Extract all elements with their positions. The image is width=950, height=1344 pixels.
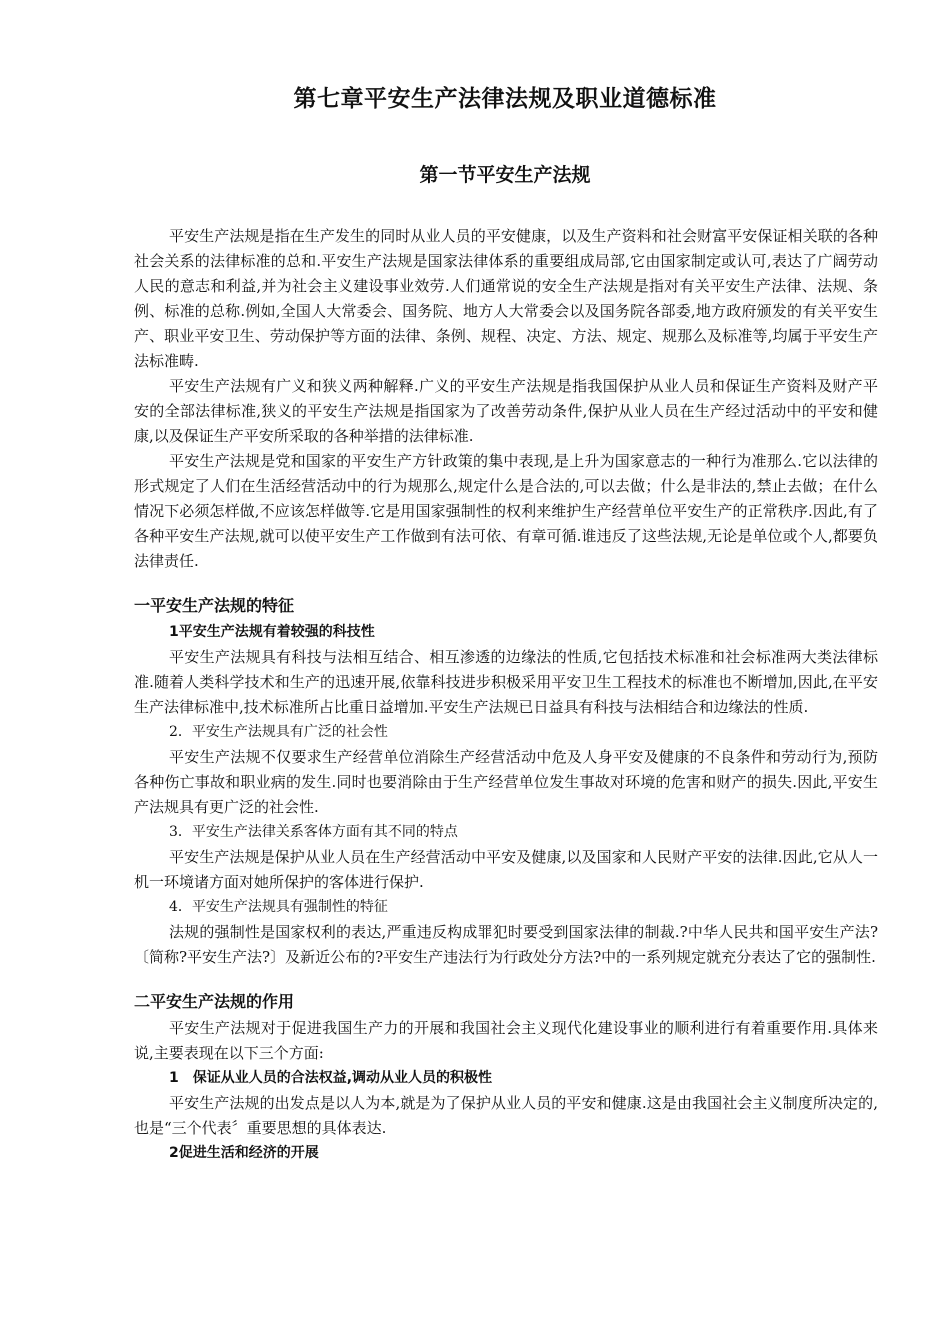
intro-paragraph: 平安生产法规有广义和狭义两种解释.广义的平安生产法规是指我国保护从业人员和保证生产资料及财产平安的全部法律标准,狭义的平安生产法规是指国家为了改善劳动条件,保护从业人员在生产经过活动中的平安和健康,以及保证生产平安所采取的各种举措的法律标准. [134, 377, 878, 445]
role-paragraph: 平安生产法规的出发点是以人为本,就是为了保护从业人员的平安和健康.这是由我国社会主义制度所决定的,也是“三个代表〞重要思想的具体表达. [134, 1094, 878, 1137]
role-title: 2促进生活和经济的开展 [169, 1145, 319, 1161]
feature-title: 2．平安生产法规具有广泛的社会性 [169, 724, 388, 740]
role-title: 1 保证从业人员的合法权益,调动从业人员的积极性 [169, 1070, 493, 1086]
part2-intro-paragraph: 平安生产法规对于促进我国生产力的开展和我国社会主义现代化建设事业的顺利进行有着重要作用.具体来说,主要表现在以下三个方面: [134, 1019, 878, 1062]
feature-title: 3．平安生产法律关系客体方面有其不同的特点 [169, 824, 458, 840]
intro-paragraph: 平安生产法规是指在生产发生的同时从业人员的平安健康，以及生产资料和社会财富平安保证相关联的各种社会关系的法律标准的总和.平安生产法规是国家法律体系的重要组成局部,它由国家制定或认可,表达了广阔劳动人民的意志和利益,并为社会主义建设事业效劳.人们通常说的安全生产法规是指对有关平安生产法律、法规、条例、标准的总称.例如,全国人大常委会、国务院、地方人大常委会以及国务院各部委,地方政府颁发的有关平安生产、职业平安卫生、劳动保护等方面的法律、条例、规程、决定、方法、规定、规那么及标准等,均属于平安生产法标准畴. [134, 227, 878, 370]
intro-paragraph: 平安生产法规是党和国家的平安生产方针政策的集中表现,是上升为国家意志的一种行为准那么.它以法律的形式规定了人们在生活经营活动中的行为规那么,规定什么是合法的,可以去做；什么是非法的,禁止去做；在什么情况下必须怎样做,不应该怎样做等.它是用国家强制性的权利来维护生产经营单位平安生产的正常秩序.因此,有了各种平安生产法规,就可以使平安生产工作做到有法可依、有章可循.谁违反了这些法规,无论是单位或个人,都要负法律责任. [134, 452, 878, 570]
feature-paragraph: 平安生产法规具有科技与法相互结合、相互渗透的边缘法的性质,它包括技术标准和社会标准两大类法律标准.随着人类科学技术和生产的迅速开展,依靠科技进步积极采用平安卫生工程技术的标准也不断增加,因此,在平安生产法律标准中,技术标准所占比重日益增加.平安生产法规已日益具有科技与法相结合和边缘法的性质. [134, 648, 878, 716]
feature-title: 4．平安生产法规具有强制性的特征 [169, 899, 388, 915]
chapter-title: 第七章平安生产法律法规及职业道德标准 [293, 86, 717, 112]
feature-paragraph: 平安生产法规是保护从业人员在生产经营活动中平安及健康,以及国家和人民财产平安的法律.因此,它从人一机一环境诸方面对她所保护的客体进行保护. [134, 848, 878, 891]
part2-heading: 二平安生产法规的作用 [134, 992, 295, 1011]
feature-paragraph: 法规的强制性是国家权利的表达,严重违反构成罪犯时要受到国家法律的制裁.?中华人民共和国平安生产法?〔简称?平安生产法?〕及新近公布的?平安生产违法行为行政处分方法?中的一系列规定就充分表达了它的强制性. [134, 923, 878, 966]
document-body [134, 224, 878, 1166]
feature-paragraph: 平安生产法规不仅要求生产经营单位消除生产经营活动中危及人身平安及健康的不良条件和劳动行为,预防各种伤亡事故和职业病的发生.同时也要消除由于生产经营单位发生事故对环境的危害和财产的损失.因此,平安生产法规具有更广泛的社会性. [134, 748, 878, 816]
feature-title: 1平安生产法规有着较强的科技性 [169, 624, 375, 640]
part1-heading: 一平安生产法规的特征 [134, 596, 295, 615]
section-title: 第一节平安生产法规 [419, 164, 591, 186]
